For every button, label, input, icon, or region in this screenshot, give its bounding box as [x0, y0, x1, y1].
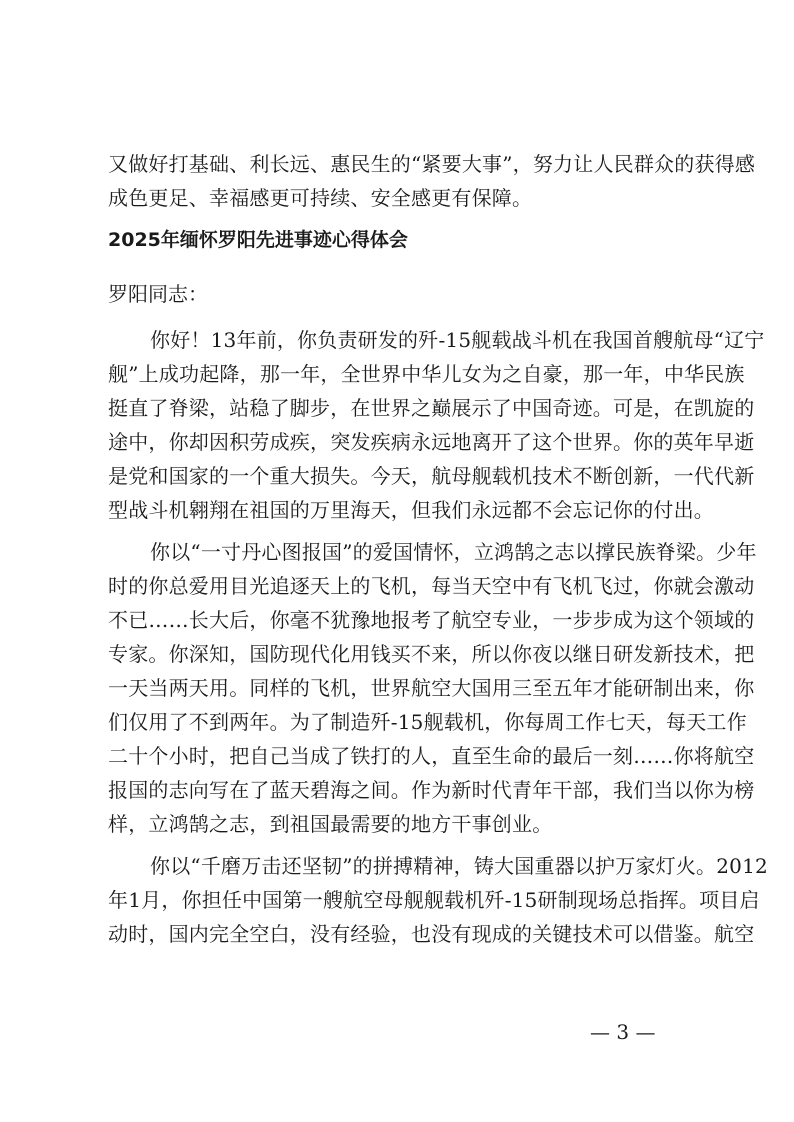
- intro-paragraph: [108, 147, 756, 215]
- paragraph-line: 专家。你深知，国防现代化用钱买不来，所以你夜以继日研发新技术，把: [108, 642, 755, 666]
- paragraph-line: 样，立鸿鹄之志，到祖国最需要的地方干事创业。: [108, 812, 553, 836]
- paragraph-line: 动时，国内完全空白，没有经验，也没有现成的关键技术可以借鉴。航空: [108, 922, 755, 946]
- paragraph-line: 型战斗机翱翔在祖国的万里海天，但我们永远都不会忘记你的付出。: [108, 498, 714, 522]
- paragraph-line: 们仅用了不到两年。为了制造歼-15舰载机，你每周工作七天，每天工作: [108, 710, 747, 734]
- paragraph-line: 你以“千磨万击还坚韧”的拼搏精神，铸大国重器以护万家灯火。2012: [150, 854, 768, 878]
- paragraph-line: 二十个小时，把自己当成了铁打的人，直至生命的最后一刻……你将航空: [108, 744, 755, 768]
- paragraph-greeting: [108, 323, 765, 527]
- intro-line: 又做好打基础、利长远、惠民生的“紧要大事”，努力让人民群众的获得感: [108, 152, 756, 176]
- paragraph-line: 年1月，你担任中国第一艘航空母舰舰载机歼-15研制现场总指挥。项目启: [108, 888, 760, 912]
- paragraph-patriotism: [108, 535, 757, 841]
- paragraph-line: 途中，你却因积劳成疾，突发疾病永远地离开了这个世界。你的英年早逝: [108, 430, 755, 454]
- paragraph-line: 一天当两天用。同样的飞机，世界航空大国用三至五年才能研制出来，你: [108, 676, 755, 700]
- salutation: 罗阳同志：: [108, 282, 208, 306]
- paragraph-line: 报国的志向写在了蓝天碧海之间。作为新时代青年干部，我们当以你为榜: [108, 778, 755, 802]
- page-number: — 3 —: [590, 1020, 656, 1044]
- intro-line: 成色更足、幸福感更可持续、安全感更有保障。: [108, 186, 533, 210]
- paragraph-line: 挺直了脊梁，站稳了脚步，在世界之巅展示了中国奇迹。可是，在凯旋的: [108, 396, 755, 420]
- paragraph-line: 你好！13年前，你负责研发的歼-15舰载战斗机在我国首艘航母“辽宁: [150, 328, 765, 352]
- paragraph-line: 你以“一寸丹心图报国”的爱国情怀，立鸿鹄之志以撑民族脊梁。少年: [150, 540, 757, 564]
- paragraph-line: 时的你总爱用目光追逐天上的飞机，每当天空中有飞机飞过，你就会激动: [108, 574, 755, 598]
- paragraph-line: 舰”上成功起降，那一年，全世界中华儿女为之自豪，那一年，中华民族: [108, 362, 745, 386]
- paragraph-line: 是党和国家的一个重大损失。今天，航母舰载机技术不断创新，一代代新: [108, 464, 755, 488]
- paragraph-line: 不已……长大后，你毫不犹豫地报考了航空专业，一步步成为这个领域的: [108, 608, 755, 632]
- document-body: [108, 147, 768, 959]
- paragraph-perseverance: [108, 849, 768, 951]
- section-heading: 2025年缅怀罗阳先进事迹心得体会: [108, 229, 408, 251]
